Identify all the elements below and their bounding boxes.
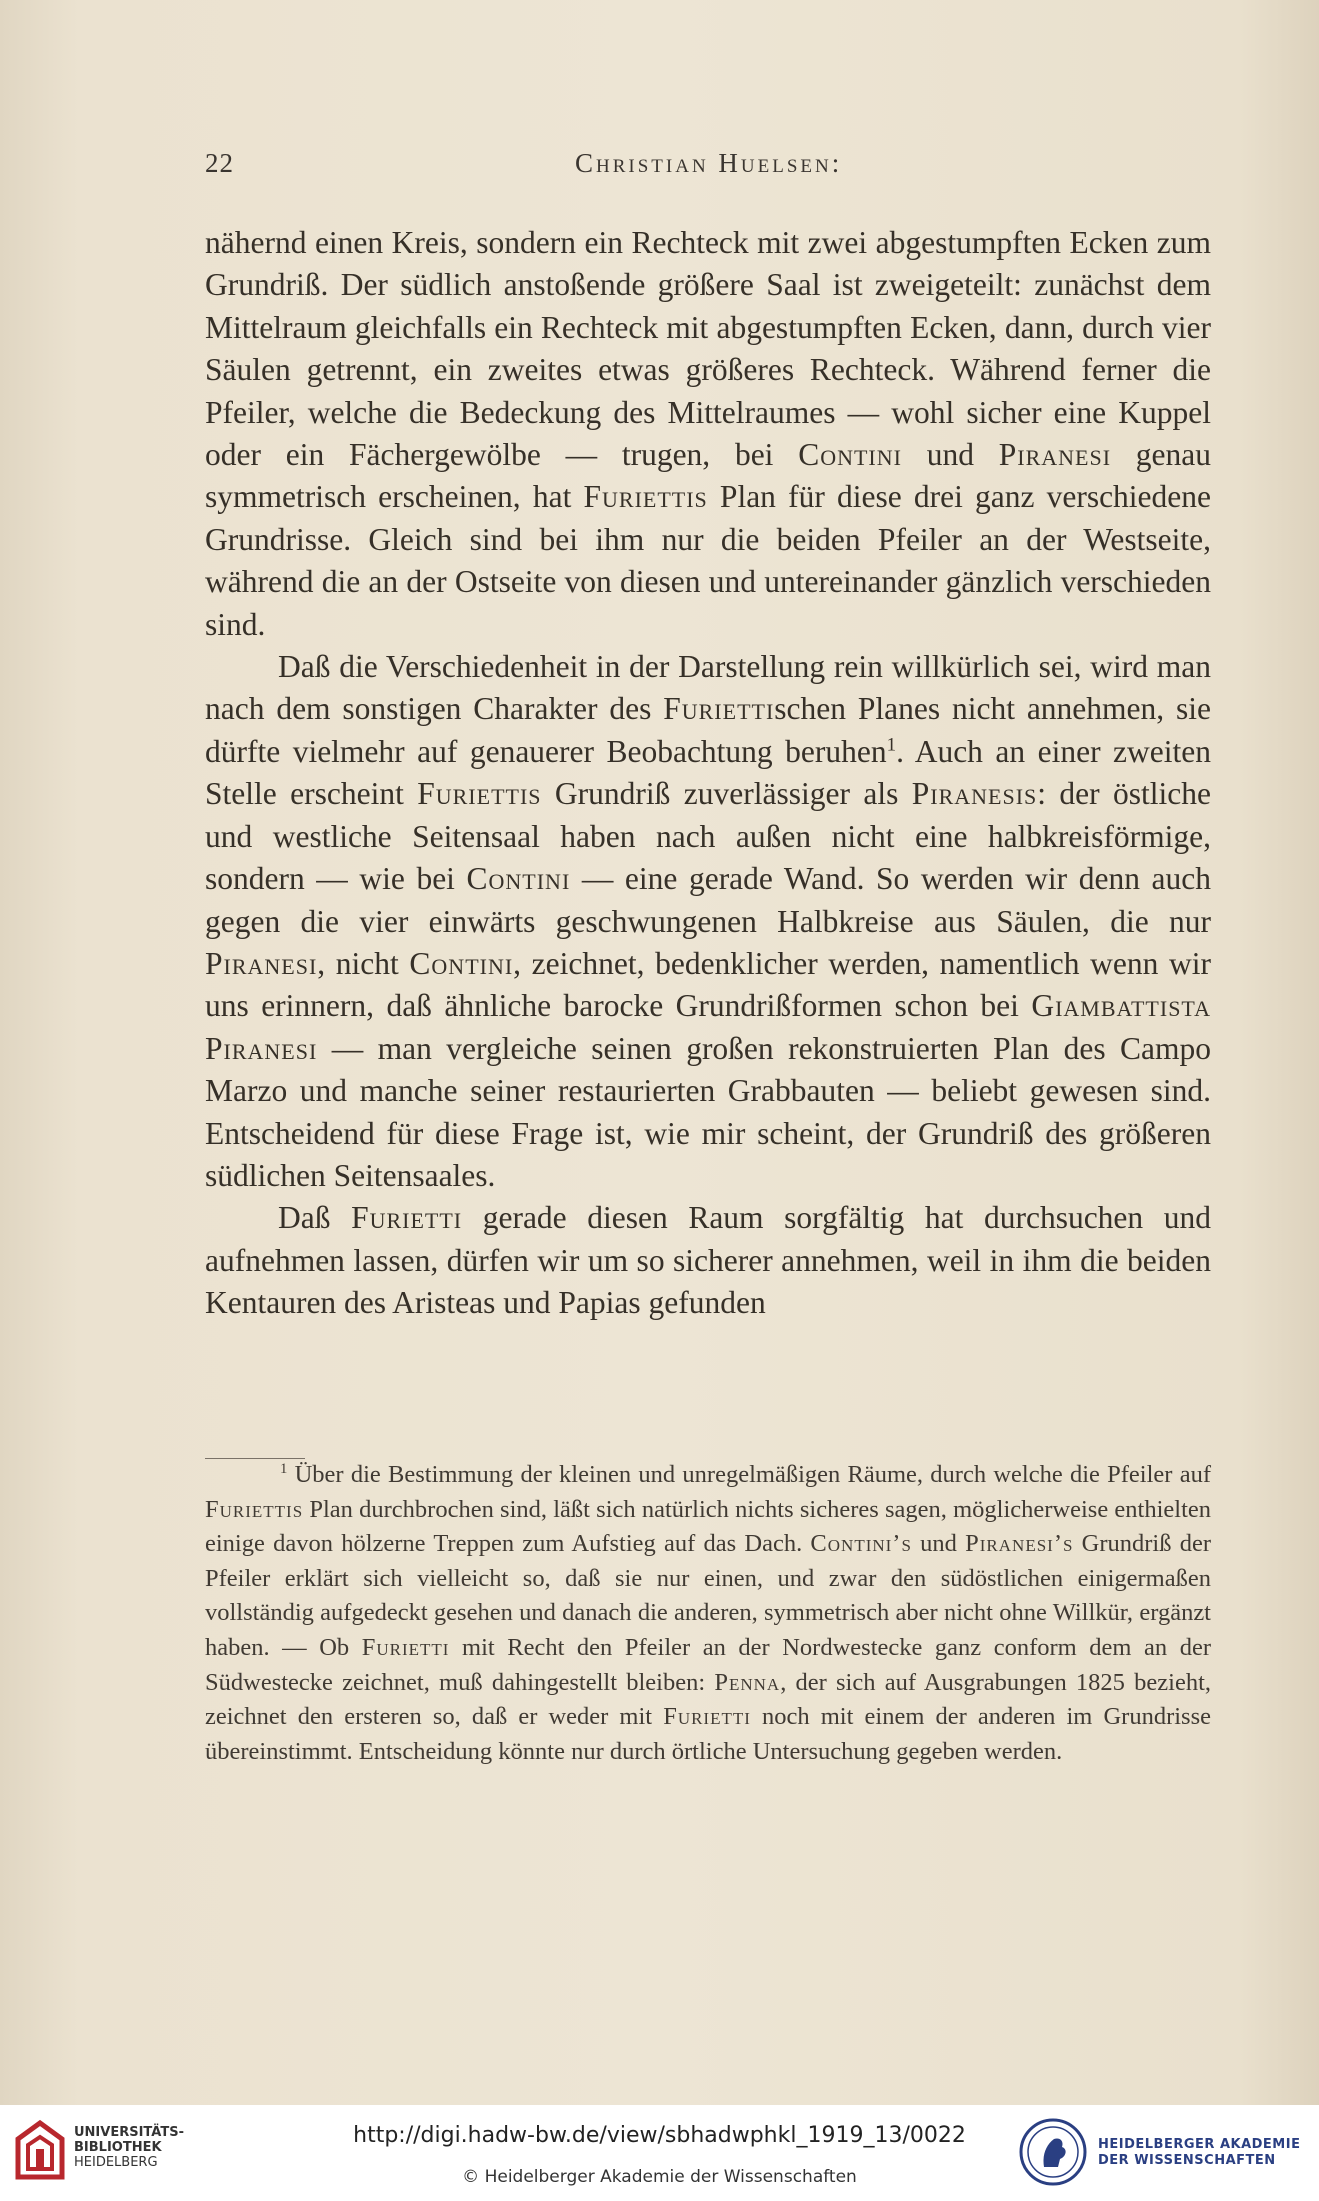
- author-name: Furiettis: [205, 1495, 304, 1523]
- paragraph-3: Daß Furietti gerade diesen Raum sorgfältig hat durchsuchen und aufnehmen lassen, dürfen wir um so sicherer annehmen, weil in ihm die beiden Kentauren des Aristeas und Papias gefunden: [205, 1200, 1211, 1321]
- permalink-url[interactable]: http://digi.hadw-bw.de/view/sbhadwphkl_1919_13/0022: [353, 2123, 966, 2148]
- author-name: Contini: [466, 861, 571, 897]
- academy-seal-icon[interactable]: [1018, 2115, 1088, 2189]
- academy-name[interactable]: HEIDELBERGER AKADEMIE DER WISSENSCHAFTEN: [1098, 2137, 1301, 2168]
- footnote-number: 1: [280, 1460, 288, 1477]
- author-name: Piranesi: [998, 437, 1112, 473]
- author-name: Piranesi’s: [965, 1530, 1074, 1558]
- author-name: Contini: [798, 437, 902, 473]
- author-name: Furiettis: [583, 479, 708, 515]
- author-name: Contini: [409, 945, 514, 981]
- footnote-1: $^1$ Über die Bestimmung der kleinen und unregelmäßigen Räume, durch welche die Pfeiler auf Furiettis Plan durchbrochen sind, läßt sich natürlich nichts sicheres sagen, möglicherweise enthielten einige davon hölzerne Treppen zum Aufstieg auf das Dach. Contini’s und Piranesi’s Grundriß der Pfeiler erklärt sich vielleicht so, daß sie nur einen, und zwar den südöstlichen einigermaßen vollständig aufgedeckt gesehen und danach die anderen, symmetrisch aber nicht ohne Willkür, ergänzt haben. — Ob Furietti mit Recht den Pfeiler an der Nordwestecke ganz conform dem an der Südwestecke zeichnet, muß dahingestellt bleiben: Penna, der sich auf Ausgrabungen 1825 bezieht, zeichnet den ersteren so, daß er weder mit Furietti noch mit einem der anderen im Grundrisse übereinstimmt. Entscheidung könnte nur durch örtliche Untersuchung gegeben werden.: [205, 1460, 1211, 1765]
- author-name: Furiettis: [417, 776, 542, 812]
- author-name: Furietti: [361, 1633, 450, 1661]
- page-number: 22: [205, 148, 234, 178]
- footnote-marker: 1: [886, 734, 897, 756]
- author-name: Penna: [714, 1668, 781, 1696]
- author-name: Furietti: [663, 1703, 751, 1731]
- page-header: [205, 148, 1210, 188]
- paragraph-1: nähernd einen Kreis, sondern ein Rechteck mit zwei abgestumpften Ecken zum Grundriß. Der südlich anstoßende größere Saal ist zweigeteilt: zunächst dem Mittelraum gleichfalls ein Rechteck mit abgestumpften Ecken, dann, durch vier Säulen getrennt, ein zweites etwas größeres Rechteck. Während ferner die Pfeiler, welche die Bedeckung des Mittelraumes — wohl sicher eine Kuppel oder ein Fächergewölbe — trugen, bei Contini und Piranesi genau symmetrisch erscheinen, hat Furiettis Plan für diese drei ganz verschiedene Grundrisse. Gleich sind bei ihm nur die beiden Pfeiler an der Westseite, während die an der Ostseite von diesen und untereinander gänzlich verschieden sind.: [205, 225, 1212, 642]
- author-name: Furietti: [663, 691, 775, 727]
- running-title: Christian Huelsen:: [575, 148, 843, 178]
- author-name: Furietti: [351, 1200, 463, 1236]
- footnotes: [205, 1458, 1211, 1769]
- main-text: [205, 222, 1211, 1325]
- copyright-text: © Heidelberger Akademie der Wissenschaften: [462, 2167, 857, 2187]
- author-name: Giambattista Piranesi: [205, 988, 1211, 1066]
- author-name: Piranesis: [911, 776, 1038, 812]
- author-name: Piranesi: [205, 945, 318, 981]
- footer-bar: [0, 2105, 1319, 2201]
- university-library-name[interactable]: UNIVERSITÄTS- BIBLIOTHEK HEIDELBERG: [74, 2125, 184, 2170]
- paragraph-2: Daß die Verschiedenheit in der Darstellung rein willkürlich sei, wird man nach dem sonstigen Charakter des Furiettischen Planes nicht annehmen, sie dürfte vielmehr auf genauerer Beobachtung beruhen$^1$. Auch an einer zweiten Stelle erscheint Furiettis Grundriß zuverlässiger als Piranesis: der östliche und westliche Seitensaal haben nach außen nicht eine halbkreisförmige, sondern — wie bei Contini — eine gerade Wand. So werden wir denn auch gegen die vier einwärts geschwungenen Halbkreise aus Säulen, die nur Piranesi, nicht Contini, zeichnet, bedenklicher werden, namentlich wenn wir uns erinnern, daß ähnliche barocke Grundrißformen schon bei Giambattista Piranesi — man vergleiche seinen großen rekonstruierten Plan des Campo Marzo und manche seiner restaurierten Grabbauten — beliebt gewesen sind. Entscheidend für diese Frage ist, wie mir scheint, der Grundriß des größeren südlichen Seitensaales.: [205, 649, 1212, 1193]
- author-name: Contini’s: [810, 1530, 912, 1558]
